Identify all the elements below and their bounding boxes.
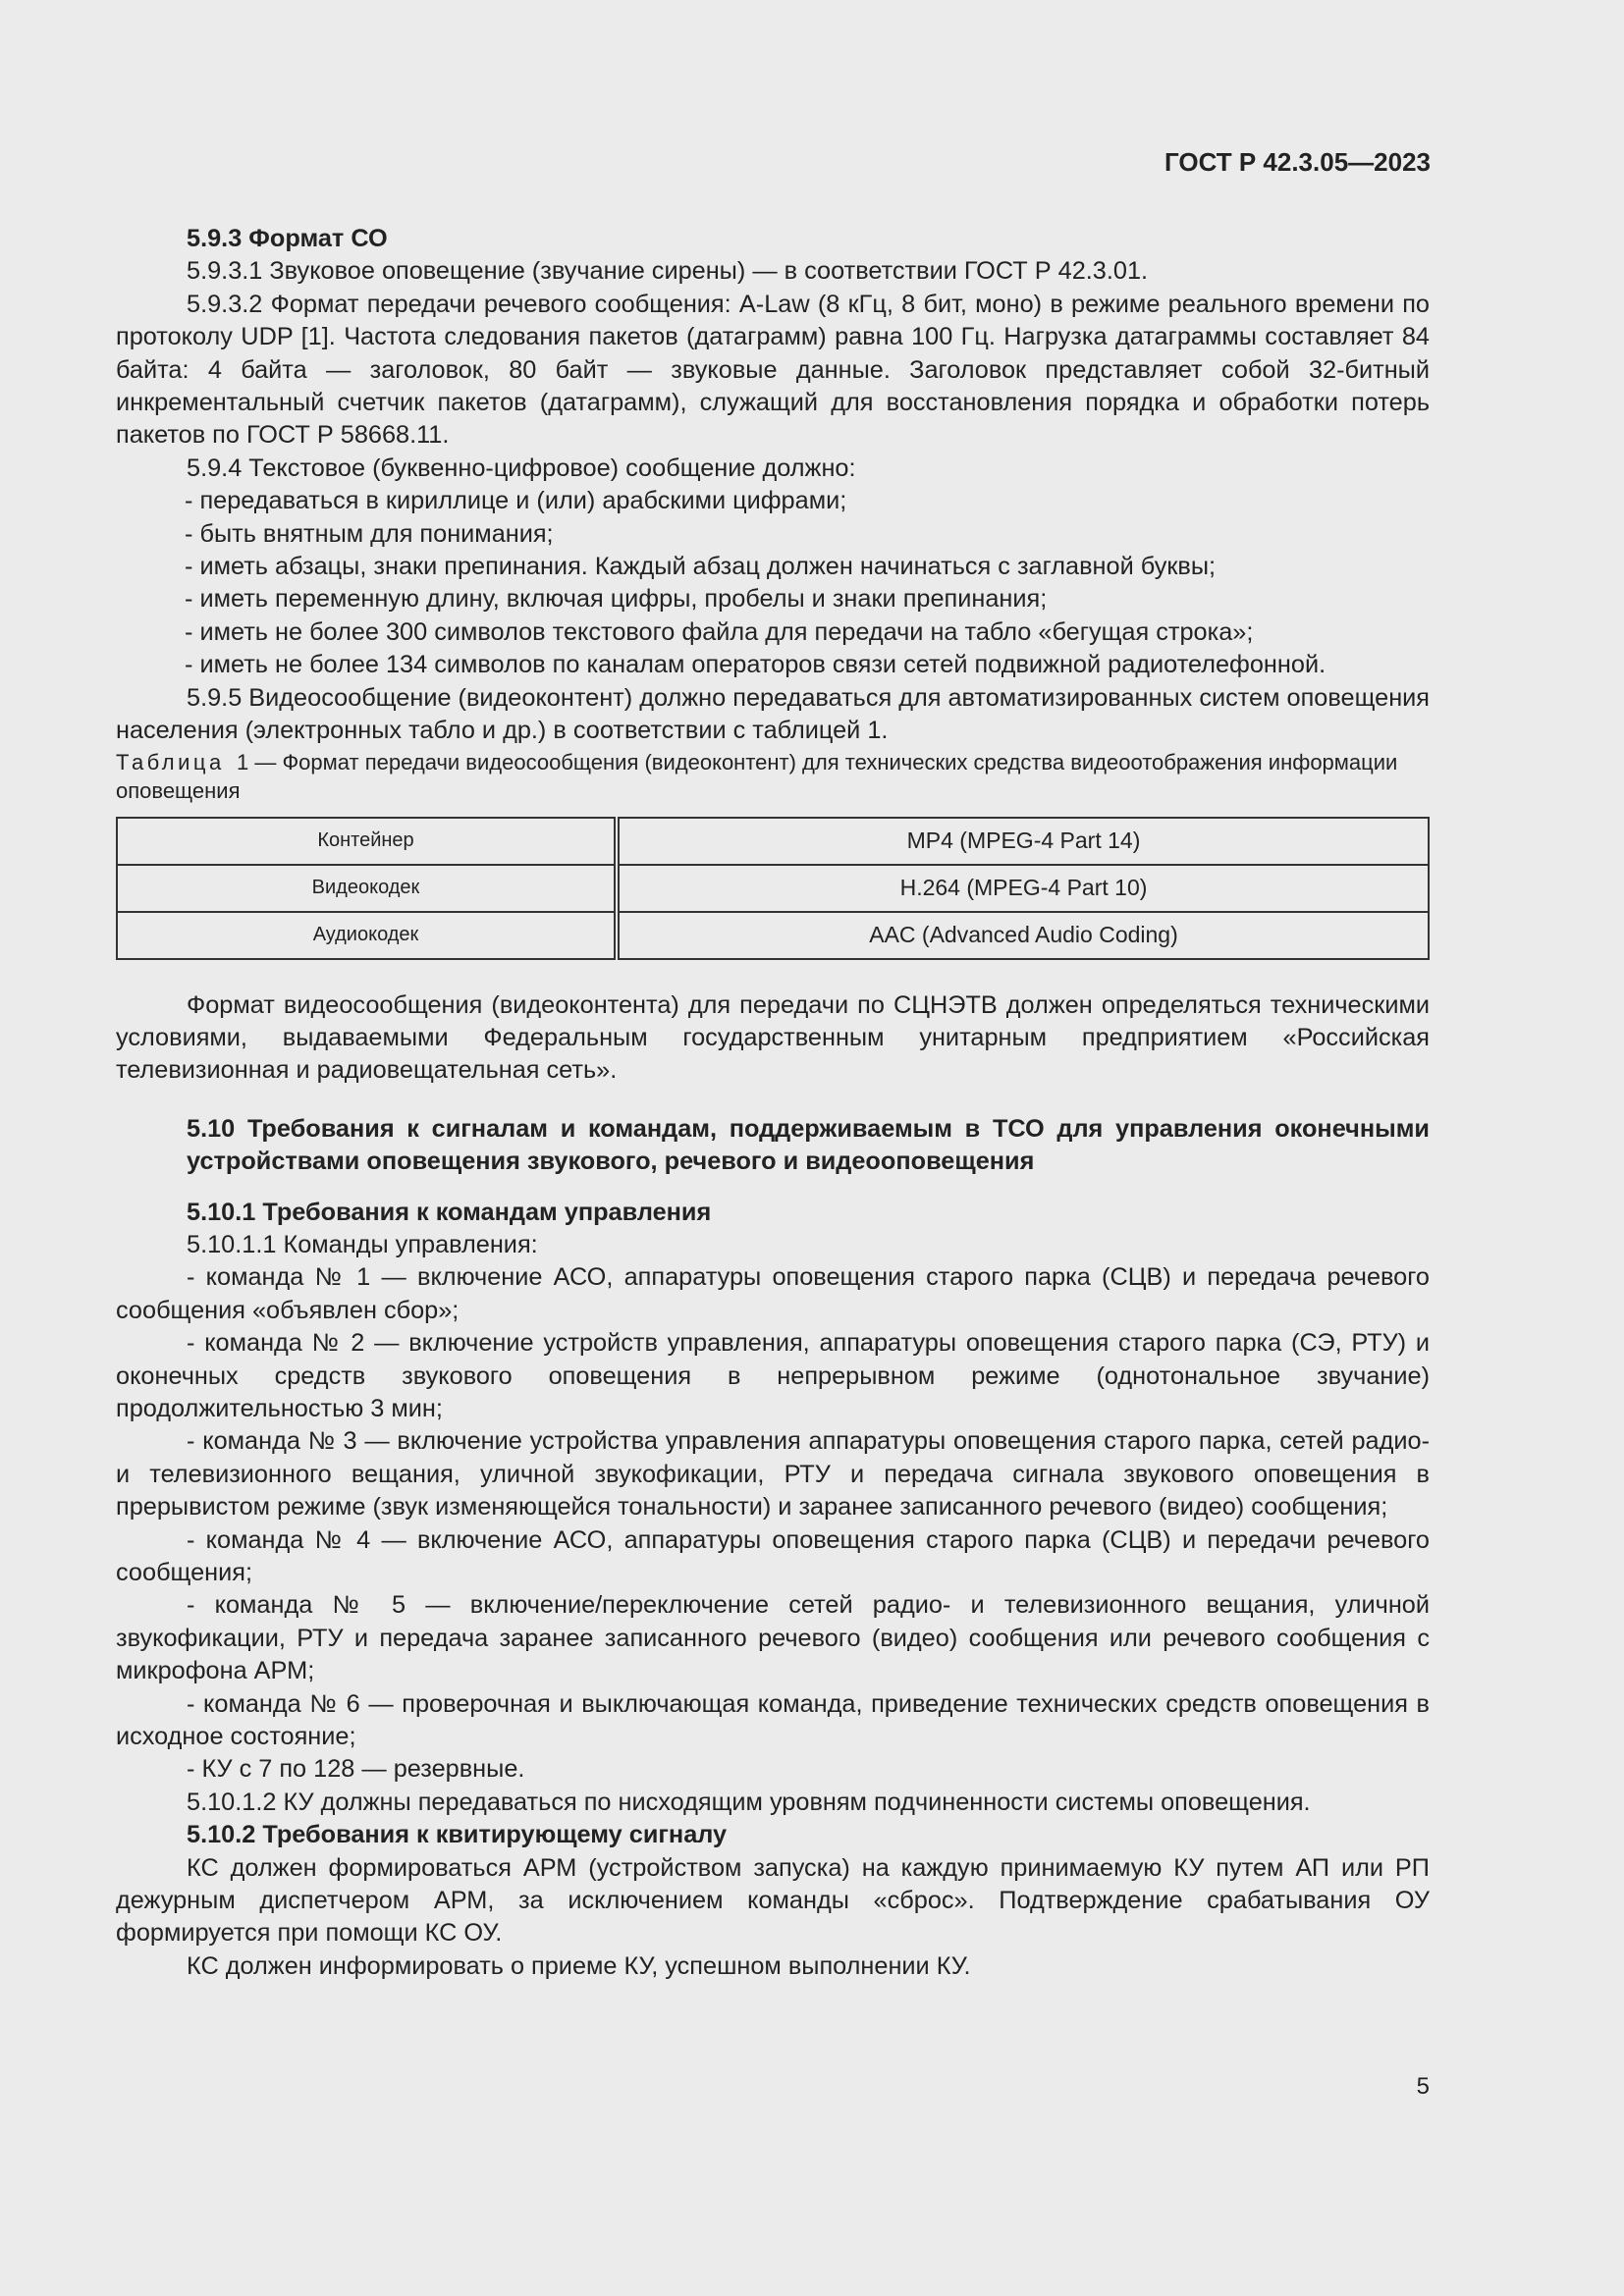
paragraph-ks-2: КС должен информировать о приеме КУ, успешном выполнении КУ. <box>187 1951 971 1980</box>
page-content <box>116 223 1430 1983</box>
section-5-10-1-heading: 5.10.1 Требования к командам управления <box>187 1198 712 1226</box>
list-item: - иметь не более 134 символов по каналам операторов связи сетей подвижной радиотелефонной. <box>185 651 1326 679</box>
section-5-10-2-heading: 5.10.2 Требования к квитирующему сигналу <box>187 1821 728 1849</box>
list-item: - иметь переменную длину, включая цифры, пробелы и знаки препинания; <box>185 585 1048 614</box>
paragraph-after-table: Формат видеосообщения (видеоконтента) для передачи по СЦНЭТВ должен определяться техническими условиями, выдаваемыми Федеральным государственным унитарным предприятием «Российская телевизионная и радиовещательная сеть». <box>116 990 1430 1085</box>
table-row <box>117 912 1429 959</box>
paragraph-5-9-5: 5.9.5 Видеосообщение (видеоконтент) должно передаваться для автоматизированных систем оповещения населения (электронных табло и др.) в соответствии с таблицей 1. <box>116 683 1430 745</box>
document-code: ГОСТ Р 42.3.05—2023 <box>1164 147 1431 177</box>
list-item: - передаваться в кириллице и (или) арабскими цифрами; <box>185 487 847 515</box>
paragraph-5-9-3-2: 5.9.3.2 Формат передачи речевого сообщения: A-Law (8 кГц, 8 бит, моно) в режиме реального времени по протоколу UDP [1]. Частота следования пакетов (датаграмм) равна 100 Гц. Нагрузка датаграммы составляет 84 байта: 4 байта — заголовок, 80 байт — звуковые данные. Заголовок представляет собой 32-битный инкрементальный счетчик пакетов (датаграмм), служащий для восстановления порядка и обработки потерь пакетов по ГОСТ Р 58668.11. <box>116 290 1430 450</box>
table-cell-param: Аудиокодек <box>117 912 617 959</box>
table-caption <box>116 748 1430 805</box>
table-row <box>117 818 1429 865</box>
paragraph-5-10-1-2: 5.10.1.2 КУ должны передаваться по нисходящим уровням подчиненности системы оповещения. <box>187 1788 1311 1816</box>
video-format-table <box>116 817 1430 960</box>
command-item: - команда № 5 — включение/переключение сетей радио- и телевизионного вещания, уличной звукофикации, РТУ и передача заранее записанного речевого (видео) сообщения или речевого сообщения с микрофона АРМ; <box>116 1591 1430 1685</box>
paragraph-5-9-3-1: 5.9.3.1 Звуковое оповещение (звучание сирены) — в соответствии ГОСТ Р 42.3.01. <box>187 257 1149 286</box>
command-item: - команда № 4 — включение АСО, аппаратуры оповещения старого парка (СЦВ) и передачи речевого сообщения; <box>116 1525 1430 1586</box>
command-item: - КУ с 7 по 128 — резервные. <box>187 1755 525 1784</box>
section-5-10-heading: 5.10 Требования к сигналам и командам, поддерживаемым в ТСО для управления оконечными устройствами оповещения звукового, речевого и видеооповещения <box>187 1114 1430 1176</box>
command-item: - команда № 6 — проверочная и выключающая команда, приведение технических средств оповещения в исходное состояние; <box>116 1689 1430 1751</box>
list-item: - иметь не более 300 символов текстового файла для передачи на табло «бегущая строка»; <box>185 617 1254 646</box>
paragraph-5-10-1-1: 5.10.1.1 Команды управления: <box>187 1230 538 1258</box>
table-cell-param: Видеокодек <box>117 865 617 912</box>
command-item: - команда № 2 — включение устройств управления, аппаратуры оповещения старого парка (СЭ, РТУ) и оконечных средств звукового оповещения в непрерывном режиме (однотональное звучание) продолжительностью 3 мин; <box>116 1329 1430 1422</box>
section-5-9-3-heading: 5.9.3 Формат СО <box>187 225 388 252</box>
table-row <box>117 865 1429 912</box>
paragraph-ks-1: КС должен формироваться АРМ (устройством запуска) на каждую принимаемую КУ путем АП или РП дежурным диспетчером АРМ, за исключением команды «сброс». Подтверждение срабатывания ОУ формируется при помощи КС ОУ. <box>116 1853 1430 1948</box>
table-caption-label: Таблица <box>116 749 225 774</box>
command-item: - команда № 1 — включение АСО, аппаратуры оповещения старого парка (СЦВ) и передача речевого сообщения «объявлен сбор»; <box>116 1263 1430 1324</box>
paragraph-5-9-4: 5.9.4 Текстовое (буквенно-цифровое) сообщение должно: <box>187 454 856 482</box>
list-item: - быть внятным для понимания; <box>185 519 554 548</box>
table-caption-text: 1 — Формат передачи видеосообщения (видеоконтент) для технических средства видеоотображения информации оповещения <box>116 749 1398 803</box>
table-cell-value: H.264 (MPEG-4 Part 10) <box>617 865 1429 912</box>
table-cell-param: Контейнер <box>117 818 617 865</box>
table-cell-value: MP4 (MPEG-4 Part 14) <box>617 818 1429 865</box>
list-item: - иметь абзацы, знаки препинания. Каждый абзац должен начинаться с заглавной буквы; <box>185 553 1217 581</box>
table-cell-value: AAC (Advanced Audio Coding) <box>617 912 1429 959</box>
command-item: - команда № 3 — включение устройства управления аппаратуры оповещения старого парка, сетей радио- и телевизионного вещания, уличной звукофикации, РТУ и передача сигнала звукового оповещения в прерывистом режиме (звук изменяющейся тональности) и заранее записанного речевого (видео) сообщения; <box>116 1427 1430 1522</box>
page-number: 5 <box>1416 2073 1430 2100</box>
